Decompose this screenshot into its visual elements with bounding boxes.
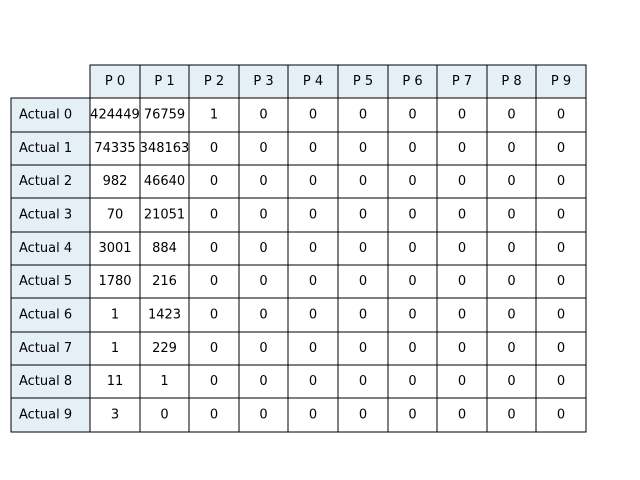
- table-cell-value: 0: [408, 207, 417, 223]
- table-cell-value: 0: [408, 407, 417, 423]
- table-cell-value: 0: [507, 207, 516, 223]
- table-cell-value: 0: [308, 241, 318, 256]
- table-cell-value: 0: [556, 107, 566, 123]
- table-cell-value: 0: [209, 241, 219, 256]
- column-header-label: P 0: [104, 74, 126, 89]
- table-cell-value: 0: [358, 341, 368, 356]
- table-cell-value: 0: [209, 274, 219, 289]
- table-cell-value: 0: [308, 307, 318, 323]
- table-cell-value: 0: [457, 274, 467, 289]
- table-cell-value: 3: [110, 407, 120, 423]
- table-cell-value: 0: [259, 174, 268, 189]
- table-cell-value: 0: [556, 241, 566, 256]
- table-cell-value: 70: [106, 207, 124, 223]
- table-cell-value: 424449: [90, 107, 140, 123]
- table-cell-value: 0: [209, 341, 219, 356]
- table-cell-value: 0: [507, 241, 516, 256]
- column-header-label: P 2: [203, 74, 225, 89]
- table-cell-value: 0: [408, 274, 417, 289]
- row-header-label: Actual 3: [19, 207, 73, 223]
- table-cell-value: 0: [358, 174, 368, 189]
- row-header-label: Actual 4: [19, 241, 73, 256]
- table-cell-value: 0: [457, 174, 467, 189]
- table-cell-value: 0: [259, 307, 268, 323]
- table-cell-value: 0: [358, 207, 368, 223]
- table-cell-value: 982: [102, 174, 128, 189]
- table-cell-value: 0: [259, 374, 268, 389]
- table-cell-value: 0: [209, 307, 219, 323]
- table-cell-value: 0: [556, 307, 566, 323]
- table-cell-value: 11: [106, 374, 124, 389]
- row-header-label: Actual 9: [19, 407, 73, 423]
- table-cell-value: 0: [556, 274, 566, 289]
- table-cell-value: 1: [110, 341, 120, 356]
- table-cell-value: 0: [507, 141, 516, 156]
- column-header-label: P 4: [302, 74, 324, 89]
- table-cell-value: 74335: [94, 141, 136, 156]
- table-cell-value: 0: [408, 107, 417, 123]
- table-cell-value: 0: [358, 374, 368, 389]
- row-header-label: Actual 1: [19, 141, 73, 156]
- table-cell-value: 1423: [147, 307, 182, 323]
- table-cell-value: 1: [209, 107, 219, 123]
- table-cell-value: 0: [308, 374, 318, 389]
- table-cell-value: 0: [308, 207, 318, 223]
- table-cell-value: 0: [556, 141, 566, 156]
- row-header-label: Actual 6: [19, 307, 73, 323]
- table-cell-value: 884: [152, 241, 177, 256]
- row-header-label: Actual 7: [19, 341, 73, 356]
- table-cell-value: 0: [556, 341, 566, 356]
- table-cell-value: 1: [110, 307, 120, 323]
- table-cell-value: 0: [507, 107, 516, 123]
- table-cell-value: 0: [358, 274, 368, 289]
- table-cell-value: 0: [507, 374, 516, 389]
- table-cell-value: 0: [209, 174, 219, 189]
- table-cell-value: 0: [556, 174, 566, 189]
- table-cell-value: 0: [259, 141, 268, 156]
- table-cell-value: 0: [259, 241, 268, 256]
- row-header-label: Actual 2: [19, 174, 73, 189]
- table-cell-value: 216: [152, 274, 177, 289]
- table-cell-value: 0: [457, 407, 467, 423]
- table-cell-value: 1: [160, 374, 169, 389]
- table-cell-value: 0: [556, 207, 566, 223]
- table-cell-value: 0: [209, 374, 219, 389]
- table-cell-value: 0: [408, 241, 417, 256]
- table-cell-value: 0: [408, 307, 417, 323]
- column-header-label: P 7: [451, 74, 473, 89]
- row-header-label: Actual 5: [19, 274, 73, 289]
- table-cell-value: 1780: [98, 274, 132, 289]
- table-cell-value: 0: [358, 107, 368, 123]
- table-cell-value: 0: [308, 174, 318, 189]
- table-cell-value: 0: [457, 241, 467, 256]
- column-header-label: P 5: [352, 74, 374, 89]
- table-cell-value: 0: [308, 141, 318, 156]
- table-grid: [11, 65, 586, 432]
- row-header-label: Actual 0: [19, 107, 73, 123]
- column-header-label: P 8: [501, 74, 522, 89]
- table-cell-value: 0: [259, 107, 268, 123]
- table-cell-value: 3001: [98, 241, 132, 256]
- table-cell-value: 0: [507, 407, 516, 423]
- table-cell-value: 0: [507, 274, 516, 289]
- table-cell-value: 21051: [143, 207, 186, 223]
- table-cell-value: 0: [308, 407, 318, 423]
- row-header-label: Actual 8: [19, 374, 73, 389]
- table-cell-value: 0: [308, 341, 318, 356]
- table-cell-value: 348163: [139, 141, 190, 156]
- table-cell-value: 0: [209, 207, 219, 223]
- table-cell-value: 0: [457, 374, 467, 389]
- table-cell-value: 76759: [143, 107, 186, 123]
- table-cell-value: 0: [408, 141, 417, 156]
- table-cell-value: 0: [259, 407, 268, 423]
- table-cell-value: 0: [358, 407, 368, 423]
- column-header-label: P 3: [253, 74, 274, 89]
- table-cell-value: 0: [358, 307, 368, 323]
- table-cell-value: 0: [507, 174, 516, 189]
- table-cell-value: 0: [457, 341, 467, 356]
- table-cell-value: 0: [308, 107, 318, 123]
- table-cell-value: 0: [358, 241, 368, 256]
- table-cell-value: 0: [408, 174, 417, 189]
- table-cell-value: 0: [556, 407, 566, 423]
- table-cell-value: 0: [259, 207, 268, 223]
- table-cell-value: 0: [556, 374, 566, 389]
- table-cell-value: 0: [209, 141, 219, 156]
- table-cell-value: 0: [408, 341, 417, 356]
- table-cell-value: 0: [507, 307, 516, 323]
- table-cell-value: 0: [160, 407, 169, 423]
- table-cell-value: 0: [259, 274, 268, 289]
- table-cell-value: 0: [457, 307, 467, 323]
- table-cell-value: 46640: [143, 174, 186, 189]
- table-cell-value: 0: [408, 374, 417, 389]
- table-cell-value: 0: [457, 107, 467, 123]
- table-cell-value: 0: [457, 207, 467, 223]
- table-cell-value: 0: [308, 274, 318, 289]
- table-cell-value: 0: [457, 141, 467, 156]
- table-cell-value: 0: [209, 407, 219, 423]
- table-cell-value: 0: [358, 141, 368, 156]
- table-cell-value: 0: [507, 341, 516, 356]
- column-header-label: P 1: [154, 74, 175, 89]
- table-cell-value: 0: [259, 341, 268, 356]
- column-header-label: P 9: [550, 74, 572, 89]
- table-cell-value: 229: [152, 341, 177, 356]
- column-header-label: P 6: [402, 74, 423, 89]
